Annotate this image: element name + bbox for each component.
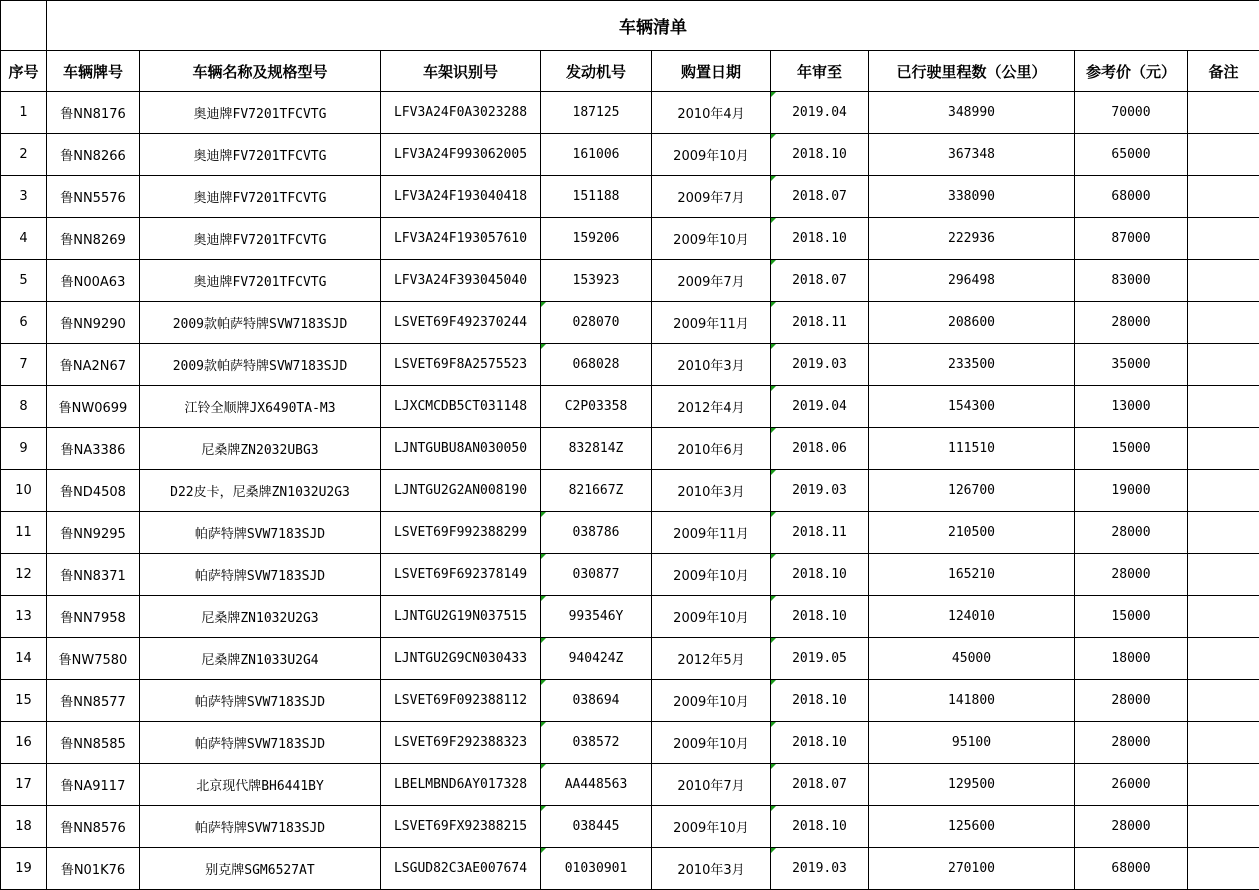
cell-vin[interactable]: LSVET69F292388323 — [381, 722, 541, 764]
cell-mileage[interactable]: 208600 — [869, 302, 1075, 344]
cell-remarks[interactable] — [1188, 722, 1259, 764]
cell-price[interactable]: 87000 — [1075, 218, 1188, 260]
cell-engine[interactable]: 153923 — [541, 260, 652, 302]
cell-price[interactable]: 15000 — [1075, 596, 1188, 638]
cell-engine[interactable]: 038694 — [541, 680, 652, 722]
cell-purchase-date[interactable]: 2010年3月 — [652, 470, 771, 512]
cell-model[interactable]: 帕萨特牌SVW7183SJD — [140, 512, 381, 554]
table-row — [1, 470, 1259, 512]
cell-plate[interactable]: 鲁NN8176 — [47, 92, 140, 134]
cell-price[interactable]: 70000 — [1075, 92, 1188, 134]
cell-model[interactable]: 尼桑牌ZN2032UBG3 — [140, 428, 381, 470]
cell-model[interactable]: 奥迪牌FV7201TFCVTG — [140, 176, 381, 218]
table-row — [1, 638, 1259, 680]
cell-vin[interactable]: LFV3A24F0A3023288 — [381, 92, 541, 134]
cell-price[interactable]: 18000 — [1075, 638, 1188, 680]
cell-price[interactable]: 26000 — [1075, 764, 1188, 806]
cell-purchase-date[interactable]: 2009年10月 — [652, 722, 771, 764]
cell-seq[interactable]: 19 — [1, 848, 47, 890]
cell-seq[interactable]: 8 — [1, 386, 47, 428]
cell-mileage[interactable]: 124010 — [869, 596, 1075, 638]
cell-engine[interactable]: 832814Z — [541, 428, 652, 470]
cell-model[interactable]: 帕萨特牌SVW7183SJD — [140, 680, 381, 722]
table-row — [1, 848, 1259, 890]
cell-engine[interactable]: 161006 — [541, 134, 652, 176]
table-row — [1, 428, 1259, 470]
cell-price[interactable]: 28000 — [1075, 554, 1188, 596]
cell-inspection[interactable]: 2018.11 — [771, 302, 869, 344]
table-row — [1, 218, 1259, 260]
cell-model[interactable]: 别克牌SGM6527AT — [140, 848, 381, 890]
cell-purchase-date[interactable]: 2009年10月 — [652, 806, 771, 848]
cell-remarks[interactable] — [1188, 386, 1259, 428]
cell-price[interactable]: 65000 — [1075, 134, 1188, 176]
cell-remarks[interactable] — [1188, 596, 1259, 638]
cell-plate[interactable]: 鲁NN7958 — [47, 596, 140, 638]
cell-price[interactable]: 68000 — [1075, 176, 1188, 218]
cell-mileage[interactable]: 222936 — [869, 218, 1075, 260]
cell-inspection[interactable]: 2018.10 — [771, 806, 869, 848]
cell-mileage[interactable]: 338090 — [869, 176, 1075, 218]
cell-vin[interactable]: LFV3A24F393045040 — [381, 260, 541, 302]
cell-purchase-date[interactable]: 2010年3月 — [652, 848, 771, 890]
cell-engine[interactable]: C2P03358 — [541, 386, 652, 428]
cell-seq[interactable]: 4 — [1, 218, 47, 260]
cell-inspection[interactable]: 2018.10 — [771, 218, 869, 260]
cell-mileage[interactable]: 95100 — [869, 722, 1075, 764]
table-row — [1, 722, 1259, 764]
cell-purchase-date[interactable]: 2009年11月 — [652, 302, 771, 344]
cell-price[interactable]: 15000 — [1075, 428, 1188, 470]
cell-purchase-date[interactable]: 2009年10月 — [652, 218, 771, 260]
cell-engine[interactable]: 068028 — [541, 344, 652, 386]
cell-seq[interactable]: 1 — [1, 92, 47, 134]
table-row — [1, 92, 1259, 134]
cell-remarks[interactable] — [1188, 764, 1259, 806]
corner-cell[interactable] — [1, 1, 47, 51]
table-row — [1, 386, 1259, 428]
cell-inspection[interactable]: 2018.10 — [771, 554, 869, 596]
cell-vin[interactable]: LJNTGU2G2AN008190 — [381, 470, 541, 512]
cell-engine[interactable]: 038786 — [541, 512, 652, 554]
table-row — [1, 260, 1259, 302]
cell-vin[interactable]: LSVET69F092388112 — [381, 680, 541, 722]
cell-purchase-date[interactable]: 2010年7月 — [652, 764, 771, 806]
cell-model[interactable]: 奥迪牌FV7201TFCVTG — [140, 134, 381, 176]
cell-remarks[interactable] — [1188, 428, 1259, 470]
cell-seq[interactable]: 16 — [1, 722, 47, 764]
header-plate[interactable]: 车辆牌号 — [47, 51, 140, 92]
cell-vin[interactable]: LFV3A24F993062005 — [381, 134, 541, 176]
header-price[interactable]: 参考价（元） — [1075, 51, 1188, 92]
cell-purchase-date[interactable]: 2012年4月 — [652, 386, 771, 428]
cell-plate[interactable]: 鲁NN8371 — [47, 554, 140, 596]
cell-mileage[interactable]: 129500 — [869, 764, 1075, 806]
cell-model[interactable]: 奥迪牌FV7201TFCVTG — [140, 218, 381, 260]
cell-vin[interactable]: LFV3A24F193040418 — [381, 176, 541, 218]
cell-plate[interactable]: 鲁NW7580 — [47, 638, 140, 680]
cell-plate[interactable]: 鲁N01K76 — [47, 848, 140, 890]
cell-inspection[interactable]: 2018.07 — [771, 260, 869, 302]
cell-purchase-date[interactable]: 2009年11月 — [652, 512, 771, 554]
cell-vin[interactable]: LFV3A24F193057610 — [381, 218, 541, 260]
cell-model[interactable]: 2009款帕萨特牌SVW7183SJD — [140, 344, 381, 386]
cell-seq[interactable]: 17 — [1, 764, 47, 806]
cell-inspection[interactable]: 2019.03 — [771, 848, 869, 890]
cell-model[interactable]: 北京现代牌BH6441BY — [140, 764, 381, 806]
table-row — [1, 176, 1259, 218]
cell-remarks[interactable] — [1188, 806, 1259, 848]
cell-engine[interactable]: 028070 — [541, 302, 652, 344]
cell-inspection[interactable]: 2018.10 — [771, 680, 869, 722]
cell-mileage[interactable]: 367348 — [869, 134, 1075, 176]
cell-purchase-date[interactable]: 2010年3月 — [652, 344, 771, 386]
cell-engine[interactable]: 038445 — [541, 806, 652, 848]
cell-mileage[interactable]: 125600 — [869, 806, 1075, 848]
cell-purchase-date[interactable]: 2012年5月 — [652, 638, 771, 680]
cell-vin[interactable]: LSGUD82C3AE007674 — [381, 848, 541, 890]
cell-seq[interactable]: 13 — [1, 596, 47, 638]
cell-purchase-date[interactable]: 2009年10月 — [652, 134, 771, 176]
title-row — [1, 1, 1259, 51]
cell-seq[interactable]: 9 — [1, 428, 47, 470]
cell-inspection[interactable]: 2018.11 — [771, 512, 869, 554]
cell-mileage[interactable]: 126700 — [869, 470, 1075, 512]
cell-model[interactable]: 尼桑牌ZN1033U2G4 — [140, 638, 381, 680]
cell-price[interactable]: 28000 — [1075, 722, 1188, 764]
cell-model[interactable]: D22皮卡，尼桑牌ZN1032U2G3 — [140, 470, 381, 512]
cell-plate[interactable]: 鲁N00A63 — [47, 260, 140, 302]
cell-mileage[interactable]: 233500 — [869, 344, 1075, 386]
cell-model[interactable]: 尼桑牌ZN1032U2G3 — [140, 596, 381, 638]
cell-mileage[interactable]: 45000 — [869, 638, 1075, 680]
cell-engine[interactable]: 038572 — [541, 722, 652, 764]
table-row — [1, 764, 1259, 806]
cell-seq[interactable]: 5 — [1, 260, 47, 302]
cell-seq[interactable]: 3 — [1, 176, 47, 218]
cell-model[interactable]: 奥迪牌FV7201TFCVTG — [140, 92, 381, 134]
cell-purchase-date[interactable]: 2009年10月 — [652, 680, 771, 722]
cell-engine[interactable]: 159206 — [541, 218, 652, 260]
cell-price[interactable]: 28000 — [1075, 512, 1188, 554]
cell-inspection[interactable]: 2018.06 — [771, 428, 869, 470]
cell-inspection[interactable]: 2019.04 — [771, 92, 869, 134]
cell-vin[interactable]: LJNTGUBU8AN030050 — [381, 428, 541, 470]
cell-mileage[interactable]: 270100 — [869, 848, 1075, 890]
cell-plate[interactable]: 鲁NN8269 — [47, 218, 140, 260]
cell-seq[interactable]: 11 — [1, 512, 47, 554]
cell-remarks[interactable] — [1188, 680, 1259, 722]
header-engine[interactable]: 发动机号 — [541, 51, 652, 92]
cell-price[interactable]: 28000 — [1075, 680, 1188, 722]
cell-plate[interactable]: 鲁NN8577 — [47, 680, 140, 722]
cell-inspection[interactable]: 2018.10 — [771, 134, 869, 176]
cell-seq[interactable]: 10 — [1, 470, 47, 512]
cell-vin[interactable]: LBELMBND6AY017328 — [381, 764, 541, 806]
cell-price[interactable]: 28000 — [1075, 302, 1188, 344]
cell-plate[interactable]: 鲁NA2N67 — [47, 344, 140, 386]
cell-engine[interactable]: 01030901 — [541, 848, 652, 890]
cell-engine[interactable]: 940424Z — [541, 638, 652, 680]
table-row — [1, 680, 1259, 722]
cell-plate[interactable]: 鲁NN9295 — [47, 512, 140, 554]
cell-plate[interactable]: 鲁NW0699 — [47, 386, 140, 428]
cell-plate[interactable]: 鲁NA3386 — [47, 428, 140, 470]
cell-mileage[interactable]: 141800 — [869, 680, 1075, 722]
cell-mileage[interactable]: 165210 — [869, 554, 1075, 596]
cell-plate[interactable]: 鲁NA9117 — [47, 764, 140, 806]
cell-plate[interactable]: 鲁NN8576 — [47, 806, 140, 848]
cell-mileage[interactable]: 111510 — [869, 428, 1075, 470]
cell-model[interactable]: 帕萨特牌SVW7183SJD — [140, 722, 381, 764]
cell-plate[interactable]: 鲁NN9290 — [47, 302, 140, 344]
cell-mileage[interactable]: 348990 — [869, 92, 1075, 134]
cell-inspection[interactable]: 2019.04 — [771, 386, 869, 428]
cell-vin[interactable]: LJXCMCDB5CT031148 — [381, 386, 541, 428]
cell-mileage[interactable]: 296498 — [869, 260, 1075, 302]
cell-model[interactable]: 帕萨特牌SVW7183SJD — [140, 806, 381, 848]
cell-inspection[interactable]: 2019.05 — [771, 638, 869, 680]
cell-remarks[interactable] — [1188, 134, 1259, 176]
table-row — [1, 596, 1259, 638]
cell-remarks[interactable] — [1188, 176, 1259, 218]
cell-engine[interactable]: 151188 — [541, 176, 652, 218]
cell-model[interactable]: 江铃全顺牌JX6490TA-M3 — [140, 386, 381, 428]
cell-seq[interactable]: 12 — [1, 554, 47, 596]
cell-inspection[interactable]: 2018.07 — [771, 764, 869, 806]
table-row — [1, 512, 1259, 554]
cell-purchase-date[interactable]: 2009年7月 — [652, 176, 771, 218]
cell-model[interactable]: 2009款帕萨特牌SVW7183SJD — [140, 302, 381, 344]
table-row — [1, 554, 1259, 596]
cell-remarks[interactable] — [1188, 638, 1259, 680]
cell-remarks[interactable] — [1188, 218, 1259, 260]
cell-purchase-date[interactable]: 2009年10月 — [652, 554, 771, 596]
cell-engine[interactable]: 821667Z — [541, 470, 652, 512]
cell-plate[interactable]: 鲁NN5576 — [47, 176, 140, 218]
cell-price[interactable]: 28000 — [1075, 806, 1188, 848]
cell-engine[interactable]: 030877 — [541, 554, 652, 596]
cell-seq[interactable]: 14 — [1, 638, 47, 680]
table-row — [1, 302, 1259, 344]
cell-purchase-date[interactable]: 2010年6月 — [652, 428, 771, 470]
cell-purchase-date[interactable]: 2010年4月 — [652, 92, 771, 134]
cell-price[interactable]: 13000 — [1075, 386, 1188, 428]
cell-seq[interactable]: 6 — [1, 302, 47, 344]
cell-plate[interactable]: 鲁NN8266 — [47, 134, 140, 176]
cell-seq[interactable]: 7 — [1, 344, 47, 386]
cell-engine[interactable]: 993546Y — [541, 596, 652, 638]
cell-plate[interactable]: 鲁ND4508 — [47, 470, 140, 512]
cell-price[interactable]: 68000 — [1075, 848, 1188, 890]
cell-remarks[interactable] — [1188, 554, 1259, 596]
cell-vin[interactable]: LJNTGU2G9CN030433 — [381, 638, 541, 680]
header-seq[interactable]: 序号 — [1, 51, 47, 92]
cell-inspection[interactable]: 2018.07 — [771, 176, 869, 218]
table-row — [1, 806, 1259, 848]
table-row — [1, 344, 1259, 386]
cell-price[interactable]: 19000 — [1075, 470, 1188, 512]
cell-remarks[interactable] — [1188, 848, 1259, 890]
cell-mileage[interactable]: 210500 — [869, 512, 1075, 554]
cell-inspection[interactable]: 2019.03 — [771, 344, 869, 386]
cell-purchase-date[interactable]: 2009年7月 — [652, 260, 771, 302]
cell-model[interactable]: 奥迪牌FV7201TFCVTG — [140, 260, 381, 302]
cell-inspection[interactable]: 2018.10 — [771, 596, 869, 638]
header-model[interactable]: 车辆名称及规格型号 — [140, 51, 381, 92]
header-inspection[interactable]: 年审至 — [771, 51, 869, 92]
cell-price[interactable]: 83000 — [1075, 260, 1188, 302]
sheet-title[interactable]: 车辆清单 — [47, 1, 1259, 51]
header-purchase-date[interactable]: 购置日期 — [652, 51, 771, 92]
cell-remarks[interactable] — [1188, 470, 1259, 512]
cell-remarks[interactable] — [1188, 260, 1259, 302]
cell-inspection[interactable]: 2018.10 — [771, 722, 869, 764]
cell-remarks[interactable] — [1188, 92, 1259, 134]
cell-remarks[interactable] — [1188, 302, 1259, 344]
cell-engine[interactable]: AA448563 — [541, 764, 652, 806]
cell-vin[interactable]: LSVET69F692378149 — [381, 554, 541, 596]
cell-mileage[interactable]: 154300 — [869, 386, 1075, 428]
cell-vin[interactable]: LSVET69FX92388215 — [381, 806, 541, 848]
cell-engine[interactable]: 187125 — [541, 92, 652, 134]
table-row — [1, 134, 1259, 176]
cell-model[interactable]: 帕萨特牌SVW7183SJD — [140, 554, 381, 596]
cell-seq[interactable]: 2 — [1, 134, 47, 176]
header-vin[interactable]: 车架识别号 — [381, 51, 541, 92]
cell-inspection[interactable]: 2019.03 — [771, 470, 869, 512]
cell-purchase-date[interactable]: 2009年10月 — [652, 596, 771, 638]
cell-seq[interactable]: 15 — [1, 680, 47, 722]
cell-seq[interactable]: 18 — [1, 806, 47, 848]
header-remarks[interactable]: 备注 — [1188, 51, 1259, 92]
cell-remarks[interactable] — [1188, 512, 1259, 554]
cell-price[interactable]: 35000 — [1075, 344, 1188, 386]
cell-plate[interactable]: 鲁NN8585 — [47, 722, 140, 764]
header-mileage[interactable]: 已行驶里程数（公里） — [869, 51, 1075, 92]
cell-vin[interactable]: LJNTGU2G19N037515 — [381, 596, 541, 638]
cell-remarks[interactable] — [1188, 344, 1259, 386]
cell-vin[interactable]: LSVET69F492370244 — [381, 302, 541, 344]
cell-vin[interactable]: LSVET69F8A2575523 — [381, 344, 541, 386]
cell-vin[interactable]: LSVET69F992388299 — [381, 512, 541, 554]
header-row — [1, 51, 1259, 92]
